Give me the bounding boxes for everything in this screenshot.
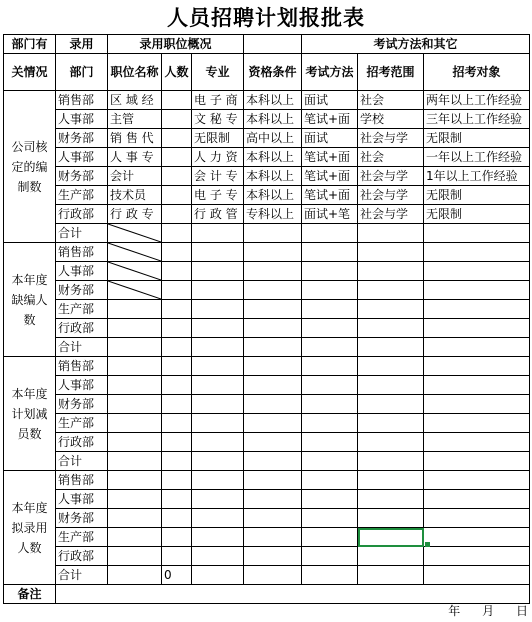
table-cell[interactable]: [424, 338, 530, 357]
table-cell[interactable]: [358, 490, 424, 509]
table-cell[interactable]: [192, 224, 244, 243]
header-recruit-target[interactable]: 招考对象: [424, 54, 530, 91]
table-cell[interactable]: [192, 243, 244, 262]
header-position-overview[interactable]: 录用职位概况: [108, 35, 244, 54]
dept-cell[interactable]: 行政部: [56, 433, 108, 452]
table-cell[interactable]: [302, 243, 358, 262]
table-cell[interactable]: [302, 490, 358, 509]
table-cell[interactable]: 本科以上: [244, 167, 302, 186]
selected-cell[interactable]: [358, 528, 424, 547]
diagonal-cell[interactable]: [108, 262, 162, 281]
table-cell[interactable]: [162, 357, 192, 376]
table-cell[interactable]: [424, 471, 530, 490]
table-cell[interactable]: [358, 452, 424, 471]
table-cell[interactable]: [358, 566, 424, 585]
table-cell[interactable]: [192, 357, 244, 376]
table-cell[interactable]: [162, 376, 192, 395]
table-cell[interactable]: [302, 433, 358, 452]
diagonal-line: [108, 224, 161, 242]
table-cell[interactable]: [108, 300, 162, 319]
table-cell[interactable]: [244, 566, 302, 585]
table-cell[interactable]: [424, 490, 530, 509]
table-cell[interactable]: 1年以上工作经验: [424, 167, 530, 186]
table-cell[interactable]: 本科以上: [244, 91, 302, 110]
diagonal-line: [108, 243, 161, 261]
table-cell[interactable]: [192, 433, 244, 452]
table-cell[interactable]: [244, 281, 302, 300]
dept-cell[interactable]: 财务部: [56, 395, 108, 414]
table-cell[interactable]: [244, 395, 302, 414]
table-cell[interactable]: 区 域 经: [108, 91, 162, 110]
table-cell[interactable]: [244, 528, 302, 547]
section-reduction-label[interactable]: 本年度计划减员数: [4, 357, 56, 471]
table-cell[interactable]: [108, 319, 162, 338]
header-dept-info-1[interactable]: 部门有: [4, 35, 56, 54]
table-cell[interactable]: [302, 338, 358, 357]
table-cell[interactable]: [162, 452, 192, 471]
table-cell[interactable]: [108, 357, 162, 376]
table-cell[interactable]: 文 秘 专: [192, 110, 244, 129]
table-cell[interactable]: [192, 338, 244, 357]
header-exam-methods[interactable]: 考试方法和其它: [302, 35, 530, 54]
table-cell[interactable]: [302, 281, 358, 300]
table-cell[interactable]: [192, 281, 244, 300]
table-cell[interactable]: [108, 338, 162, 357]
header-position-name[interactable]: 职位名称: [108, 54, 162, 91]
diagonal-cell[interactable]: [108, 243, 162, 262]
table-cell[interactable]: 人 力 资: [192, 148, 244, 167]
header-recruit-scope[interactable]: 招考范围: [358, 54, 424, 91]
table-cell[interactable]: [244, 262, 302, 281]
table-cell[interactable]: [358, 547, 424, 566]
table-cell[interactable]: 三年以上工作经验: [424, 110, 530, 129]
table-cell[interactable]: 面试: [302, 91, 358, 110]
table-cell[interactable]: [192, 414, 244, 433]
table-cell[interactable]: 人 事 专: [108, 148, 162, 167]
table-cell[interactable]: [302, 300, 358, 319]
dept-cell[interactable]: 人事部: [56, 262, 108, 281]
table-cell[interactable]: 销 售 代: [108, 129, 162, 148]
table-cell[interactable]: [244, 338, 302, 357]
table-cell[interactable]: 面试+笔: [302, 205, 358, 224]
header-qualification[interactable]: 资格条件: [244, 54, 302, 91]
dept-cell[interactable]: 行政部: [56, 319, 108, 338]
table-cell[interactable]: 笔试+面: [302, 148, 358, 167]
form-title: 人员招聘计划报批表: [167, 6, 365, 30]
table-cell[interactable]: [162, 110, 192, 129]
table-cell[interactable]: [358, 243, 424, 262]
recruitment-plan-table: [3, 34, 530, 604]
table-cell[interactable]: 本科以上: [244, 148, 302, 167]
section-approved-headcount-label[interactable]: 公司核定的编制数: [4, 91, 56, 243]
table-cell[interactable]: [358, 414, 424, 433]
dept-cell[interactable]: 人事部: [56, 376, 108, 395]
table-cell[interactable]: [302, 395, 358, 414]
table-cell[interactable]: 社会与学: [358, 205, 424, 224]
table-cell[interactable]: 财务部: [56, 129, 108, 148]
table-cell[interactable]: [358, 395, 424, 414]
fill-handle[interactable]: [425, 542, 430, 547]
total-label[interactable]: 合计: [56, 224, 108, 243]
table-cell[interactable]: [244, 300, 302, 319]
table-cell[interactable]: [302, 414, 358, 433]
table-cell[interactable]: 社会与学: [358, 129, 424, 148]
table-cell[interactable]: [244, 471, 302, 490]
table-cell[interactable]: 面试: [302, 129, 358, 148]
table-cell[interactable]: [358, 376, 424, 395]
table-cell[interactable]: [244, 547, 302, 566]
table-cell[interactable]: [192, 319, 244, 338]
remarks-field[interactable]: [56, 585, 530, 604]
header-hiring-1[interactable]: 录用: [56, 35, 108, 54]
table-cell[interactable]: [192, 471, 244, 490]
table-cell[interactable]: [192, 490, 244, 509]
table-cell[interactable]: 本科以上: [244, 110, 302, 129]
table-cell[interactable]: [424, 547, 530, 566]
table-cell[interactable]: [302, 566, 358, 585]
table-cell[interactable]: [162, 186, 192, 205]
table-cell[interactable]: [244, 319, 302, 338]
table-cell[interactable]: [244, 490, 302, 509]
table-cell[interactable]: [424, 319, 530, 338]
table-cell[interactable]: [162, 547, 192, 566]
table-cell[interactable]: [244, 452, 302, 471]
table-cell[interactable]: [192, 566, 244, 585]
diagonal-cell[interactable]: [108, 224, 162, 243]
cell-blank[interactable]: [244, 35, 302, 54]
table-cell[interactable]: 社会与学: [358, 167, 424, 186]
table-cell[interactable]: [424, 281, 530, 300]
section-planned-hires-label[interactable]: 本年度拟录用人数: [4, 471, 56, 585]
table-cell[interactable]: [162, 471, 192, 490]
table-cell[interactable]: [358, 433, 424, 452]
table-cell[interactable]: [358, 281, 424, 300]
table-cell[interactable]: 社会与学: [358, 186, 424, 205]
table-cell[interactable]: [108, 490, 162, 509]
dept-cell[interactable]: 生产部: [56, 300, 108, 319]
table-cell[interactable]: 行 政 管: [192, 205, 244, 224]
table-cell[interactable]: 会 计 专: [192, 167, 244, 186]
table-cell[interactable]: [108, 509, 162, 528]
table-cell[interactable]: [244, 357, 302, 376]
table-cell[interactable]: 高中以上: [244, 129, 302, 148]
table-cell[interactable]: [162, 490, 192, 509]
table-cell[interactable]: [162, 414, 192, 433]
table-cell[interactable]: 主管: [108, 110, 162, 129]
table-cell[interactable]: 学校: [358, 110, 424, 129]
table-cell[interactable]: 无限制: [192, 129, 244, 148]
table-cell[interactable]: [162, 300, 192, 319]
table-cell[interactable]: [358, 262, 424, 281]
table-cell[interactable]: [244, 414, 302, 433]
table-cell[interactable]: 笔试+面: [302, 186, 358, 205]
table-cell[interactable]: 社会: [358, 148, 424, 167]
dept-cell[interactable]: 生产部: [56, 528, 108, 547]
table-cell[interactable]: [302, 471, 358, 490]
diagonal-line: [108, 281, 161, 299]
dept-cell[interactable]: 行政部: [56, 547, 108, 566]
dept-cell[interactable]: 财务部: [56, 281, 108, 300]
table-cell[interactable]: [108, 376, 162, 395]
table-cell[interactable]: 会计: [108, 167, 162, 186]
section-vacancy-label[interactable]: 本年度缺编人数: [4, 243, 56, 357]
table-cell[interactable]: [162, 433, 192, 452]
table-cell[interactable]: [244, 376, 302, 395]
table-cell[interactable]: [424, 395, 530, 414]
total-label[interactable]: 合计: [56, 338, 108, 357]
table-cell[interactable]: [424, 452, 530, 471]
table-cell[interactable]: [162, 224, 192, 243]
table-cell[interactable]: [162, 262, 192, 281]
total-headcount-cell[interactable]: 0: [162, 566, 192, 585]
table-cell[interactable]: 两年以上工作经验: [424, 91, 530, 110]
table-cell[interactable]: [358, 338, 424, 357]
year-label: 年: [448, 604, 463, 618]
table-cell[interactable]: [162, 91, 192, 110]
total-label[interactable]: 合计: [56, 566, 108, 585]
header-headcount[interactable]: 人数: [162, 54, 192, 91]
table-cell[interactable]: [162, 205, 192, 224]
table-cell[interactable]: [108, 566, 162, 585]
dept-cell[interactable]: 财务部: [56, 509, 108, 528]
table-cell[interactable]: [162, 395, 192, 414]
table-cell[interactable]: [302, 509, 358, 528]
table-cell[interactable]: [244, 433, 302, 452]
table-cell[interactable]: [162, 281, 192, 300]
table-cell[interactable]: [162, 319, 192, 338]
dept-cell[interactable]: 人事部: [56, 490, 108, 509]
table-cell[interactable]: [424, 376, 530, 395]
table-cell[interactable]: [162, 148, 192, 167]
table-cell[interactable]: [424, 262, 530, 281]
table-cell[interactable]: 无限制: [424, 205, 530, 224]
table-cell[interactable]: 社会: [358, 91, 424, 110]
diagonal-line: [108, 262, 161, 280]
table-cell[interactable]: [192, 262, 244, 281]
table-cell[interactable]: [192, 395, 244, 414]
table-cell[interactable]: [302, 262, 358, 281]
table-cell[interactable]: [108, 433, 162, 452]
table-cell[interactable]: [244, 243, 302, 262]
table-cell[interactable]: [358, 300, 424, 319]
month-label: 月: [482, 604, 497, 618]
table-cell[interactable]: [424, 566, 530, 585]
table-cell[interactable]: [424, 224, 530, 243]
dept-cell[interactable]: 销售部: [56, 357, 108, 376]
table-cell[interactable]: 专科以上: [244, 205, 302, 224]
table-cell[interactable]: 笔试+面: [302, 110, 358, 129]
table-cell[interactable]: [162, 509, 192, 528]
table-cell[interactable]: 销售部: [56, 91, 108, 110]
table-cell[interactable]: 无限制: [424, 186, 530, 205]
table-cell[interactable]: [302, 319, 358, 338]
table-cell[interactable]: [244, 509, 302, 528]
table-cell[interactable]: [108, 452, 162, 471]
table-cell[interactable]: 人事部: [56, 148, 108, 167]
table-cell[interactable]: [192, 300, 244, 319]
table-cell[interactable]: [162, 243, 192, 262]
table-cell[interactable]: [302, 357, 358, 376]
header-major[interactable]: 专业: [192, 54, 244, 91]
table-cell[interactable]: [302, 452, 358, 471]
header-dept-info-2[interactable]: 关情况: [4, 54, 56, 91]
table-cell[interactable]: [108, 471, 162, 490]
table-cell[interactable]: 行政部: [56, 205, 108, 224]
table-cell[interactable]: 技术员: [108, 186, 162, 205]
table-cell[interactable]: [424, 509, 530, 528]
table-cell[interactable]: [358, 319, 424, 338]
table-cell[interactable]: [108, 547, 162, 566]
day-label: 日: [515, 604, 530, 618]
remarks-label[interactable]: 备注: [4, 585, 56, 604]
table-cell[interactable]: [358, 471, 424, 490]
table-cell[interactable]: [358, 357, 424, 376]
table-cell[interactable]: 行 政 专: [108, 205, 162, 224]
table-cell[interactable]: [302, 547, 358, 566]
table-cell[interactable]: 人事部: [56, 110, 108, 129]
table-cell[interactable]: [424, 414, 530, 433]
table-cell[interactable]: [162, 129, 192, 148]
header-exam-method[interactable]: 考试方法: [302, 54, 358, 91]
table-cell[interactable]: [358, 509, 424, 528]
date-footer: [434, 602, 530, 619]
table-cell[interactable]: [192, 547, 244, 566]
table-cell[interactable]: [108, 528, 162, 547]
table-cell[interactable]: [424, 433, 530, 452]
table-cell[interactable]: 生产部: [56, 186, 108, 205]
table-cell[interactable]: [192, 376, 244, 395]
table-cell[interactable]: [192, 452, 244, 471]
table-cell[interactable]: [162, 528, 192, 547]
table-cell[interactable]: [108, 414, 162, 433]
table-cell[interactable]: 电 子 专: [192, 186, 244, 205]
table-cell[interactable]: 无限制: [424, 129, 530, 148]
table-cell[interactable]: [424, 528, 530, 547]
table-cell[interactable]: [244, 224, 302, 243]
table-cell[interactable]: [302, 224, 358, 243]
diagonal-cell[interactable]: [108, 281, 162, 300]
table-cell[interactable]: [162, 338, 192, 357]
dept-cell[interactable]: 生产部: [56, 414, 108, 433]
table-cell[interactable]: [108, 395, 162, 414]
table-cell[interactable]: [302, 376, 358, 395]
table-cell[interactable]: [192, 509, 244, 528]
table-cell[interactable]: [424, 243, 530, 262]
table-cell[interactable]: [162, 167, 192, 186]
table-cell[interactable]: 笔试+面: [302, 167, 358, 186]
table-cell[interactable]: 本科以上: [244, 186, 302, 205]
table-cell[interactable]: [302, 528, 358, 547]
table-cell[interactable]: [358, 224, 424, 243]
dept-cell[interactable]: 销售部: [56, 243, 108, 262]
table-cell[interactable]: 财务部: [56, 167, 108, 186]
table-cell[interactable]: [424, 300, 530, 319]
table-cell[interactable]: [192, 528, 244, 547]
table-cell[interactable]: [424, 357, 530, 376]
dept-cell[interactable]: 销售部: [56, 471, 108, 490]
header-hiring-dept[interactable]: 部门: [56, 54, 108, 91]
table-cell[interactable]: 电 子 商: [192, 91, 244, 110]
total-label[interactable]: 合计: [56, 452, 108, 471]
table-cell[interactable]: 一年以上工作经验: [424, 148, 530, 167]
